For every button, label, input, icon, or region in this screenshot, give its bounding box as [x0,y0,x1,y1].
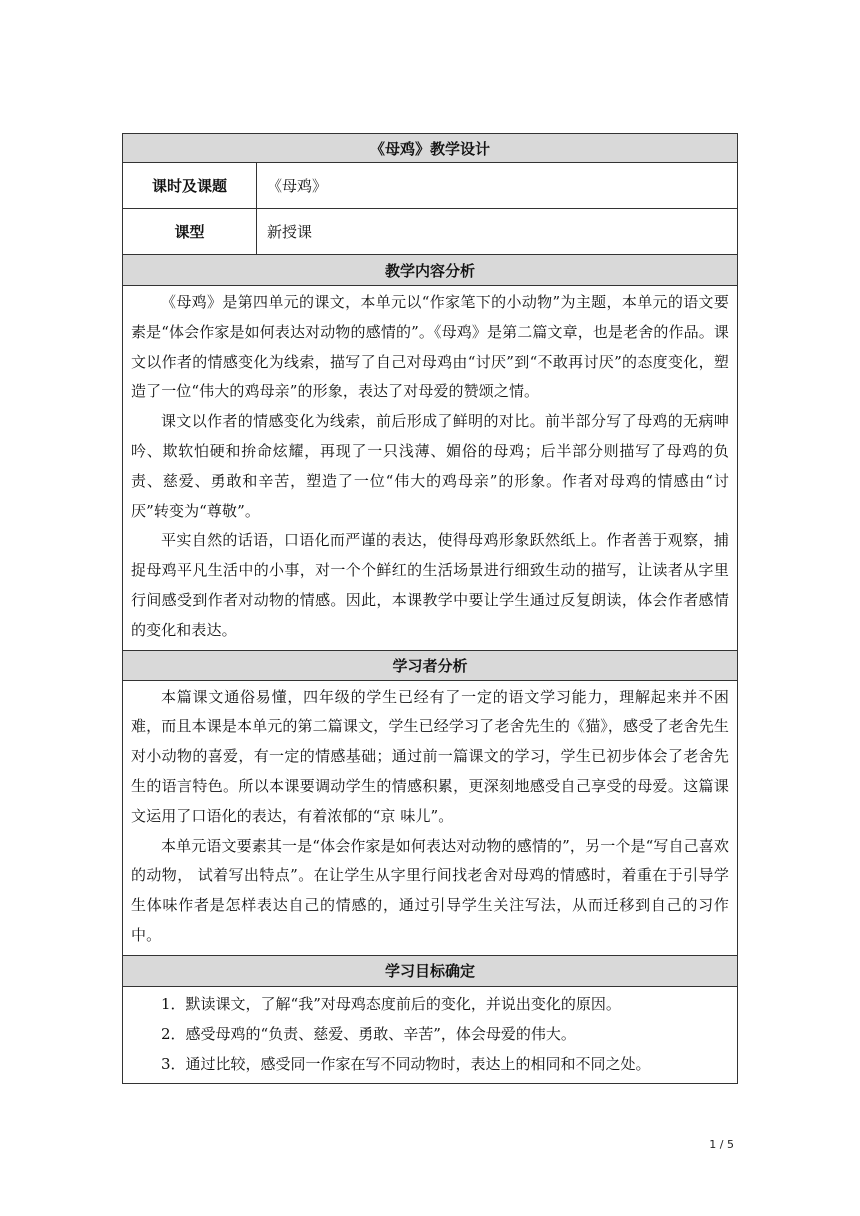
content-analysis-heading: 教学内容分析 [384,261,475,280]
content-paragraph: 课文以作者的情感变化为线索，前后形成了鲜明的对比。前半部分写了母鸡的无病呻吟、欺软怕硬和拚命炫耀，再现了一只浅薄、媚俗的母鸡；后半部分则描写了母鸡的负责、慈爱、勇敢和辛苦，塑造了一位“伟大的鸡母亲”的形象。作者对母鸡的情感由“讨厌”转变为“尊敬”。 [131,412,729,520]
lesson-type-label: 课型 [123,209,257,254]
table-title: 《母鸡》教学设计 [369,139,490,158]
lesson-value: 《母鸡》 [267,177,328,195]
lesson-label: 课时及课题 [123,163,257,208]
objectives-cell [123,987,737,1083]
page-number: 1 / 5 [709,1138,734,1151]
learner-paragraph: 本单元语文要素其一是“体会作家是如何表达对动物的感情的”，另一个是“写自己喜欢的动物， 试着写出特点”。在让学生从字里行间找老舍对母鸡的情感时，着重在于引导学生体味作者是怎样表达自己的情感的，通过引导学生关注写法，从而迁移到自己的习作中。 [131,836,729,944]
learner-paragraph: 本篇课文通俗易懂，四年级的学生已经有了一定的语文学习能力，理解起来并不困难，而且本课是本单元的第二篇课文，学生已经学习了老舍先生的《猫》，感受了老舍先生对小动物的喜爱，有一定的情感基础；通过前一篇课文的学习，学生已初步体会了老舍先生的语言特色。所以本课要调动学生的情感积累，更深刻地感受自己享受的母爱。这篇课文运用了口语化的表达，有着浓郁的“京 味儿”。 [131,687,729,825]
objective-item: 3．通过比较，感受同一作家在写不同动物时，表达上的相同和不同之处。 [161,1054,651,1073]
objective-item: 1．默读课文，了解“我”对母鸡态度前后的变化，并说出变化的原因。 [161,994,621,1013]
lesson-plan-table [122,133,738,1084]
learner-analysis-cell [123,681,737,956]
lesson-type-row [123,209,737,255]
content-paragraph: 《母鸡》是第四单元的课文，本单元以“作家笔下的小动物”为主题，本单元的语文要素是“体会作家是如何表达对动物的感情的”。《母鸡》是第二篇文章，也是老舍的作品。课文以作者的情感变化为线索，描写了自己对母鸡由“讨厌”到“不敢再讨厌”的态度变化，塑造了一位“伟大的鸡母亲”的形象，表达了对母爱的赞颂之情。 [131,293,729,401]
content-analysis-cell [123,286,737,651]
content-analysis-header [123,255,737,286]
objectives-heading: 学习目标确定 [384,962,475,981]
objectives-header [123,956,737,987]
lesson-type-value: 新授课 [267,223,313,241]
learner-analysis-heading: 学习者分析 [392,656,468,675]
learner-analysis-header [123,651,737,681]
lesson-row [123,163,737,209]
content-paragraph: 平实自然的话语，口语化而严谨的表达，使得母鸡形象跃然纸上。作者善于观察，捕捉母鸡平凡生活中的小事，对一个个鲜红的生活场景进行细致生动的描写，让读者从字里行间感受到作者对动物的情感。因此，本课教学中要让学生通过反复朗读，体会作者感情的变化和表达。 [131,531,729,639]
table-title-row [123,134,737,163]
objective-item: 2．感受母鸡的“负责、慈爱、勇敢、辛苦”，体会母爱的伟大。 [161,1024,576,1043]
